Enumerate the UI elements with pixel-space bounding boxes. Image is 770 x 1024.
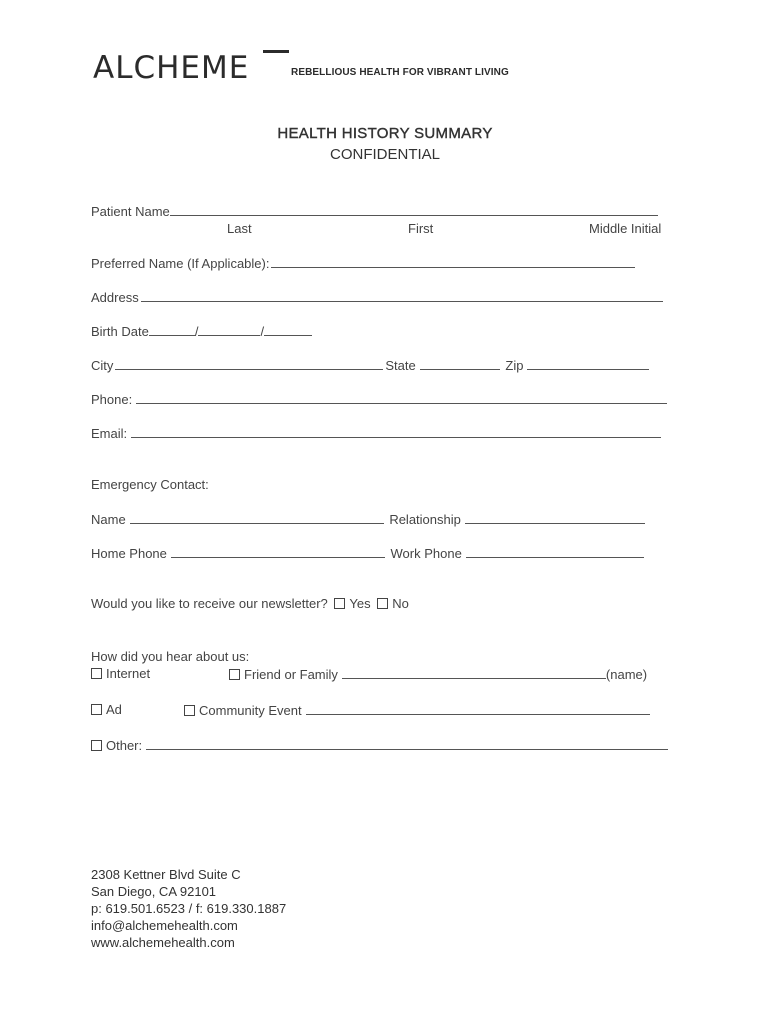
patient-name-label: Patient Name <box>91 204 170 219</box>
emergency-name-label: Name <box>91 512 126 527</box>
footer-website: www.alchemehealth.com <box>91 935 235 950</box>
community-event-checkbox[interactable] <box>184 705 195 716</box>
birth-date-separator: / <box>194 324 199 339</box>
email-field[interactable] <box>131 425 661 438</box>
community-event-field[interactable] <box>306 702 650 715</box>
internet-label: Internet <box>106 666 151 681</box>
friend-family-label: Friend or Family <box>244 667 338 682</box>
zip-label: Zip <box>505 358 524 373</box>
zip-field[interactable] <box>527 357 649 370</box>
referral-heading: How did you hear about us: <box>91 649 250 664</box>
newsletter-question: Would you like to receive our newsletter? <box>91 596 328 611</box>
footer-address-line2: San Diego, CA 92101 <box>91 884 217 899</box>
patient-last-label: Last <box>227 221 252 236</box>
emergency-work-phone-field[interactable] <box>466 545 644 558</box>
form-title: HEALTH HISTORY SUMMARY <box>277 125 493 142</box>
newsletter-yes-checkbox[interactable] <box>334 598 345 609</box>
birth-date-separator: / <box>260 324 265 339</box>
newsletter-no-label: No <box>392 596 409 611</box>
referral-ad-option <box>91 702 122 718</box>
preferred-name-row <box>91 255 637 272</box>
internet-checkbox[interactable] <box>91 668 102 679</box>
email-label: Email: <box>91 426 128 441</box>
patient-middle-initial-label: Middle Initial <box>589 221 662 236</box>
contact-footer <box>91 866 286 951</box>
community-event-label: Community Event <box>199 703 302 718</box>
birth-date-row <box>91 323 312 340</box>
emergency-phone-row <box>91 545 646 562</box>
birth-day-field[interactable] <box>198 323 260 336</box>
address-row <box>91 289 665 306</box>
referral-internet-option <box>91 666 150 682</box>
emergency-work-phone-label: Work Phone <box>390 546 462 561</box>
emergency-name-field[interactable] <box>130 511 384 524</box>
logo-tagline: REBELLIOUS HEALTH FOR VIBRANT LIVING <box>291 67 509 78</box>
city-label: City <box>91 358 114 373</box>
referral-community-option <box>184 702 652 719</box>
friend-family-checkbox[interactable] <box>229 669 240 680</box>
form-subtitle: CONFIDENTIAL <box>329 146 440 163</box>
emergency-home-phone-field[interactable] <box>171 545 385 558</box>
other-field[interactable] <box>146 737 668 750</box>
emergency-relationship-label: Relationship <box>389 512 461 527</box>
birth-month-field[interactable] <box>149 323 195 336</box>
referral-other-option <box>91 737 670 754</box>
newsletter-yes-label: Yes <box>349 596 371 611</box>
patient-name-row <box>91 203 660 220</box>
other-label: Other: <box>106 738 143 753</box>
birth-year-field[interactable] <box>264 323 312 336</box>
phone-label: Phone: <box>91 392 133 407</box>
footer-phone-fax: p: 619.501.6523 / f: 619.330.1887 <box>91 901 287 916</box>
address-field[interactable] <box>141 289 663 302</box>
state-label: State <box>385 358 416 373</box>
city-field[interactable] <box>115 357 383 370</box>
address-label: Address <box>91 290 139 305</box>
phone-row <box>91 391 669 408</box>
referral-friend-option <box>229 666 647 683</box>
emergency-contact-heading: Emergency Contact: <box>91 477 209 492</box>
newsletter-row <box>91 596 409 612</box>
footer-email: info@alchemehealth.com <box>91 918 238 933</box>
ad-checkbox[interactable] <box>91 704 102 715</box>
other-checkbox[interactable] <box>91 740 102 751</box>
emergency-name-row <box>91 511 647 528</box>
email-row <box>91 425 663 442</box>
preferred-name-label: Preferred Name (If Applicable): <box>91 256 270 271</box>
preferred-name-field[interactable] <box>271 255 635 268</box>
patient-name-field[interactable] <box>170 203 658 216</box>
logo-macron-mark <box>263 50 289 53</box>
emergency-home-phone-label: Home Phone <box>91 546 167 561</box>
city-state-zip-row <box>91 357 651 374</box>
patient-first-label: First <box>408 221 434 236</box>
ad-label: Ad <box>106 702 122 717</box>
emergency-relationship-field[interactable] <box>465 511 645 524</box>
friend-family-name-suffix: (name) <box>605 667 648 682</box>
newsletter-no-checkbox[interactable] <box>377 598 388 609</box>
birth-date-label: Birth Date <box>91 324 149 339</box>
state-field[interactable] <box>420 357 500 370</box>
logo-wordmark: ALCHEME <box>93 50 250 86</box>
phone-field[interactable] <box>136 391 667 404</box>
friend-family-name-field[interactable] <box>342 666 606 679</box>
footer-address-line1: 2308 Kettner Blvd Suite C <box>91 867 241 882</box>
